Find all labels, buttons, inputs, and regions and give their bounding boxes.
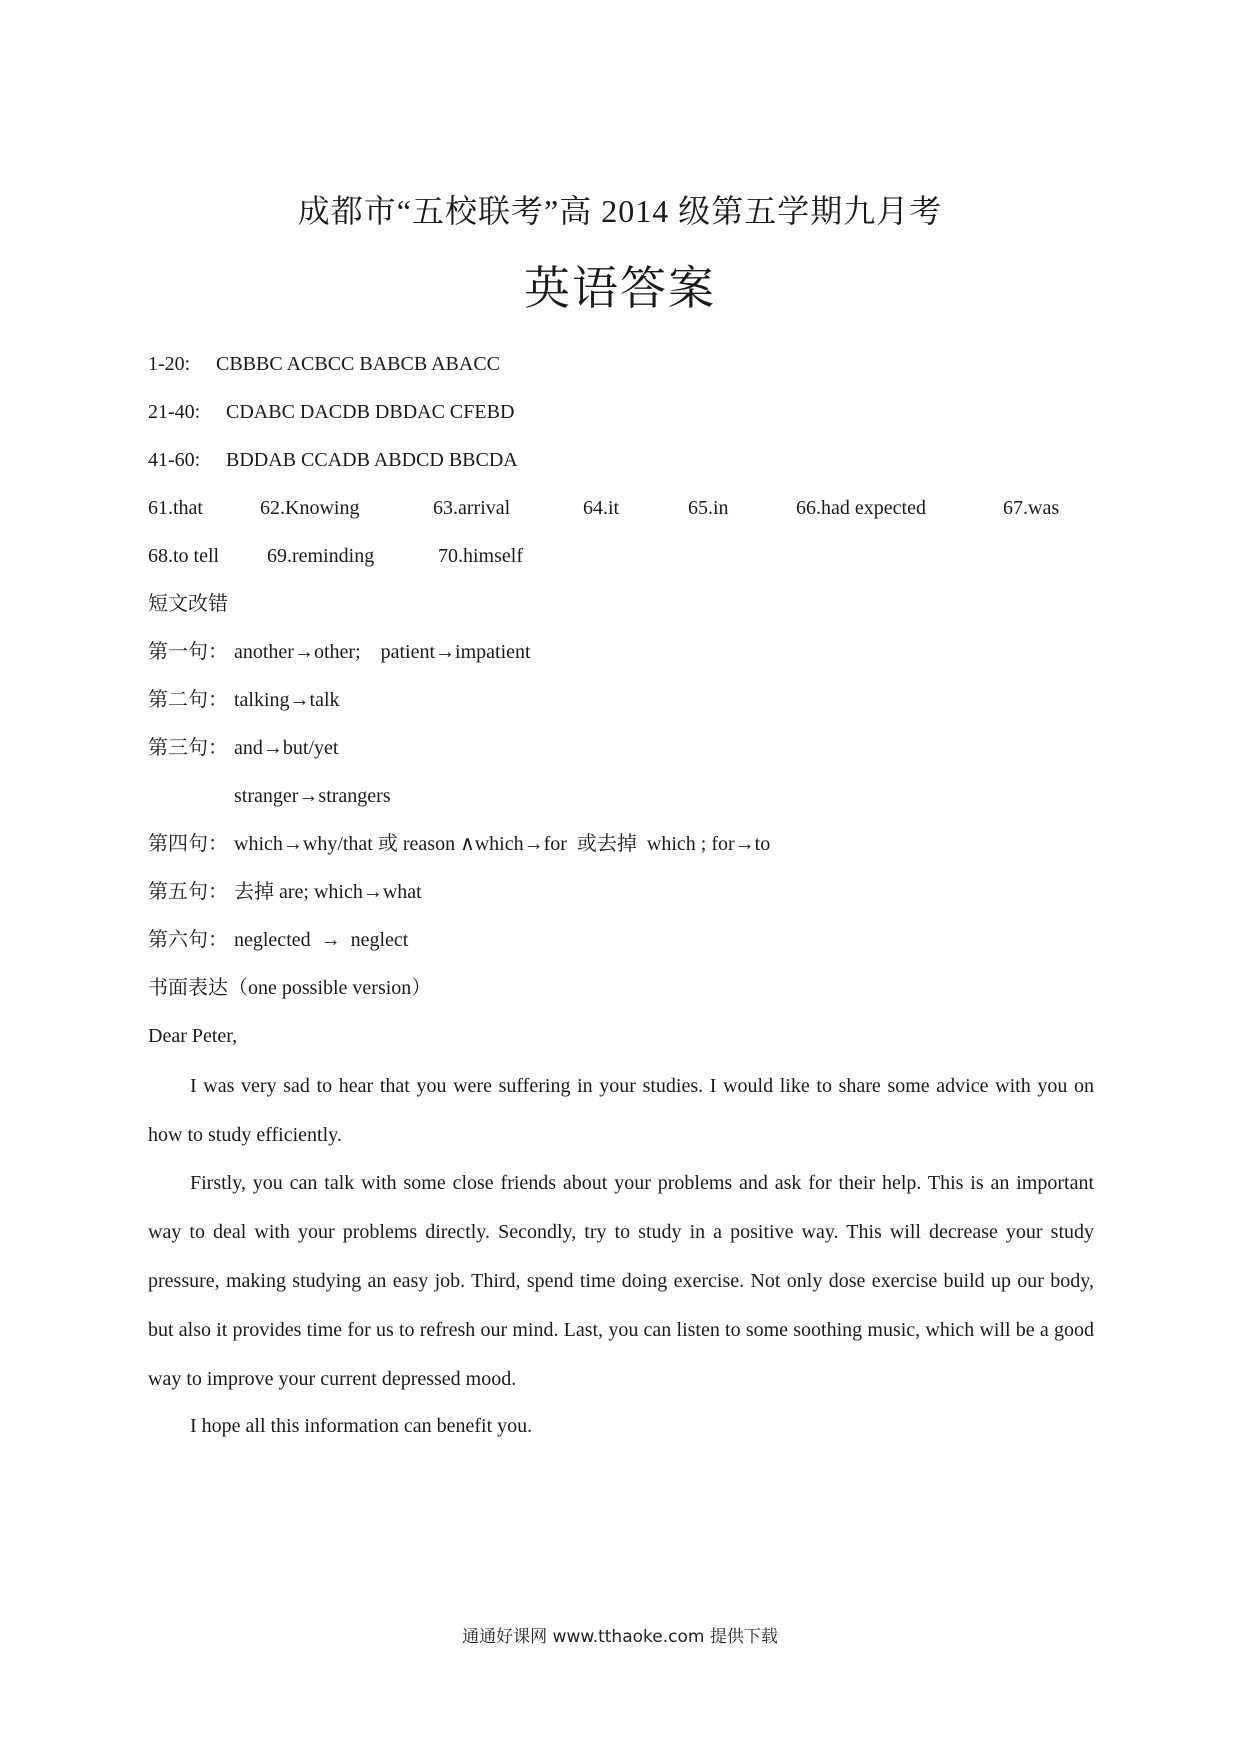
fill-answer: 70.himself: [438, 545, 523, 567]
choice-answers: CBBBC ACBCC BABCB ABACC: [216, 353, 501, 375]
correction-label: 第二句：: [148, 689, 228, 711]
correction-label: 第三句：: [148, 737, 228, 759]
choice-answer-row: [148, 398, 514, 426]
correction-label: 第四句：: [148, 833, 228, 855]
choice-range: 21-40:: [148, 401, 201, 423]
correction-item: [148, 926, 408, 954]
letter-paragraph: I was very sad to hear that you were suffering in your studies. I would like to share some advice with you on how to study efficiently.: [148, 1075, 1094, 1146]
correction-heading: 短文改错: [148, 593, 228, 615]
correction-item: [148, 686, 340, 714]
choice-answers: CDABC DACDB DBDAC CFEBD: [226, 401, 515, 423]
correction-text: and→but/yet: [234, 737, 339, 759]
correction-item: [148, 878, 422, 906]
correction-text: another→other; patient→impatient: [234, 641, 531, 663]
letter-paragraph: I hope all this information can benefit you.: [190, 1415, 533, 1437]
fill-answer: 65.in: [688, 497, 729, 519]
fill-answer: 68.to tell: [148, 545, 220, 567]
fill-answer: 66.had expected: [796, 497, 926, 519]
fill-answer: 64.it: [583, 497, 620, 519]
answer-title: 英语答案: [524, 263, 716, 314]
correction-label: 第一句：: [148, 641, 228, 663]
correction-label: 第五句：: [148, 881, 228, 903]
choice-answers: BDDAB CCADB ABDCD BBCDA: [226, 449, 518, 471]
correction-text: stranger→strangers: [234, 785, 391, 807]
download-footer: 通通好课网 www.tthaoke.com 提供下载: [462, 1627, 778, 1647]
correction-item: [148, 734, 338, 762]
letter-paragraph: Firstly, you can talk with some close friends about your problems and ask for their help. This is an important way to deal with your problems directly. Secondly, try to study in a positive way. This will decrease your study pressure, making studying an easy job. Third, spend time doing exercise. Not only dose exercise build up our body, but also it provides time for us to refresh our mind. Last, you can listen to some soothing music, which will be a good way to improve your current depressed mood.: [148, 1172, 1094, 1390]
correction-item: [148, 830, 770, 858]
writing-heading: 书面表达（one possible version）: [148, 977, 432, 999]
fill-answer: 63.arrival: [433, 497, 511, 519]
correction-text: talking→talk: [234, 689, 340, 711]
correction-text: which→why/that 或 reason ∧which→for 或去掉 which ; for→to: [234, 833, 771, 855]
fill-answer: 61.that: [148, 497, 203, 519]
correction-text: neglected → neglect: [234, 929, 409, 951]
choice-range: 1-20:: [148, 353, 191, 375]
choice-answer-row: [148, 350, 500, 378]
exam-title: 成都市“五校联考”高 2014 级第五学期九月考: [297, 193, 943, 229]
correction-text: 去掉 are; which→what: [234, 881, 422, 903]
choice-range: 41-60:: [148, 449, 201, 471]
correction-item: [148, 638, 531, 666]
correction-item: [148, 782, 391, 810]
fill-answer: 69.reminding: [267, 545, 375, 567]
fill-answer: 62.Knowing: [260, 497, 360, 519]
correction-label: 第六句：: [148, 929, 228, 951]
choice-answer-row: [148, 446, 518, 474]
letter-greeting: Dear Peter,: [148, 1025, 238, 1047]
fill-answer: 67.was: [1003, 497, 1060, 519]
